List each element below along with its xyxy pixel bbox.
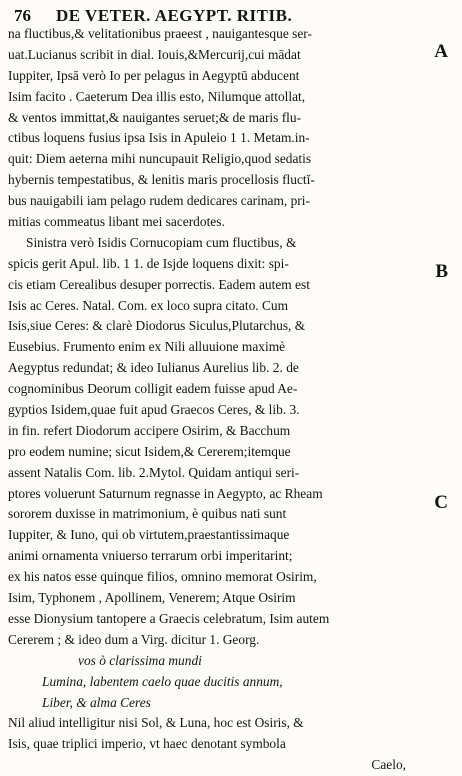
text-line: ex his natos esse quinque filios, omnino memorat Osirim,	[8, 569, 317, 585]
text-line: quit: Diem aeterna mihi nuncupauit Religio,quod sedatis	[8, 151, 312, 167]
text-line: Aegyptus redundat; & ideo Iulianus Aurelius lib. 2. de	[8, 360, 299, 376]
verse-line: Lumina, labentem caelo quae ducitis annum,	[42, 673, 283, 689]
text-line: spicis gerit Apul. lib. 1 1. de Isjde loquens dixit: spi-	[8, 255, 289, 271]
verse-line: Liber, & alma Ceres	[42, 694, 151, 710]
text-line: Isim facito . Caeterum Dea illis esto, Nilumque attollat,	[8, 88, 306, 104]
text-line: assent Natalis Com. lib. 2.Mytol. Quidam antiqui seri-	[8, 464, 300, 480]
text-line: cis etiam Cerealibus desuper porrectis. Eadem autem est	[8, 276, 310, 292]
text-line: Isis ac Ceres. Natal. Com. ex loco supra citato. Cum	[8, 297, 289, 313]
text-line: Iuppiter, Ipsā verò Io per pelagus in Aegyptū abducent	[8, 67, 300, 83]
text-line: gyptios Isidem,quae fuit apud Graecos Ceres, & lib. 3.	[8, 402, 300, 418]
page-header	[0, 4, 462, 26]
text-line: ctibus loquens fusius ipsa Isis in Apuleio 1 1. Metam.in-	[8, 130, 310, 146]
text-line: hybernis tempestatibus, & lenitis maris procellosis fluctĭ-	[8, 172, 315, 188]
text-line: Isis, quae triplici imperio, vt haec denotant symbola	[8, 736, 286, 752]
page-number: 76	[14, 6, 31, 25]
text-line: Isim, Typhonem , Apollinem, Venerem; Atque Osirim	[8, 590, 296, 606]
text-line: in fin. refert Diodorum accipere Osirim, & Bacchum	[8, 422, 291, 438]
text-line: uat.Lucianus scribit in dial. Iouis,&Mercurij,cui mādat	[8, 46, 301, 62]
catchword: Caelo,	[371, 757, 406, 773]
margin-letter-c: C	[434, 492, 448, 513]
text-line: Cererem ; & ideo dum a Virg. dicitur 1. Georg.	[8, 631, 260, 647]
text-line: ptores voluerunt Saturnum regnasse in Aegypto, ac Rheam	[8, 485, 323, 501]
body-text	[8, 24, 428, 776]
margin-letter-a: A	[434, 41, 448, 62]
text-line: cognominibus Deorum colligit eadem fuisse apud Ae-	[8, 381, 298, 397]
text-line: & ventos immittat,& nauigantes seruet;& de maris flu-	[8, 109, 302, 125]
text-line: sororem duxisse in matrimonium, è quibus nati sunt	[8, 506, 287, 522]
text-line: mitias commeatus libant mei sacerdotes.	[8, 214, 225, 230]
margin-letter-b: B	[435, 261, 448, 282]
paragraph-start-line: Sinistra verò Isidis Cornucopiam cum fluctibus, &	[26, 234, 297, 250]
text-line: Iuppiter, & Iuno, qui ob virtutem,praestantissimaque	[8, 527, 290, 543]
text-line: Isis,siue Ceres: & clarè Diodorus Siculus,Plutarchus, &	[8, 318, 306, 334]
verse-line: vos ò clarissima mundi	[78, 652, 202, 668]
text-line: Nil aliud intelligitur nisi Sol, & Luna, hoc est Osiris, &	[8, 715, 304, 731]
text-line: pro eodem numine; sicut Isidem,& Cererem;itemque	[8, 443, 291, 459]
text-line: esse Dionysium tantopere a Graecis celebratum, Isim autem	[8, 610, 330, 626]
running-head: DE VETER. AEGYPT. RITIB.	[56, 6, 293, 25]
text-line: animi ornamenta vniuerso terrarum orbi imperitarint;	[8, 548, 293, 564]
text-line: Eusebius. Frumento enim ex Nili alluuione maximè	[8, 339, 286, 355]
text-line: bus nauigabili iam pelago rudem dedicares carinam, pri-	[8, 193, 310, 209]
text-line: na fluctibus,& velitationibus praeest , nauigantesque ser-	[8, 26, 312, 41]
